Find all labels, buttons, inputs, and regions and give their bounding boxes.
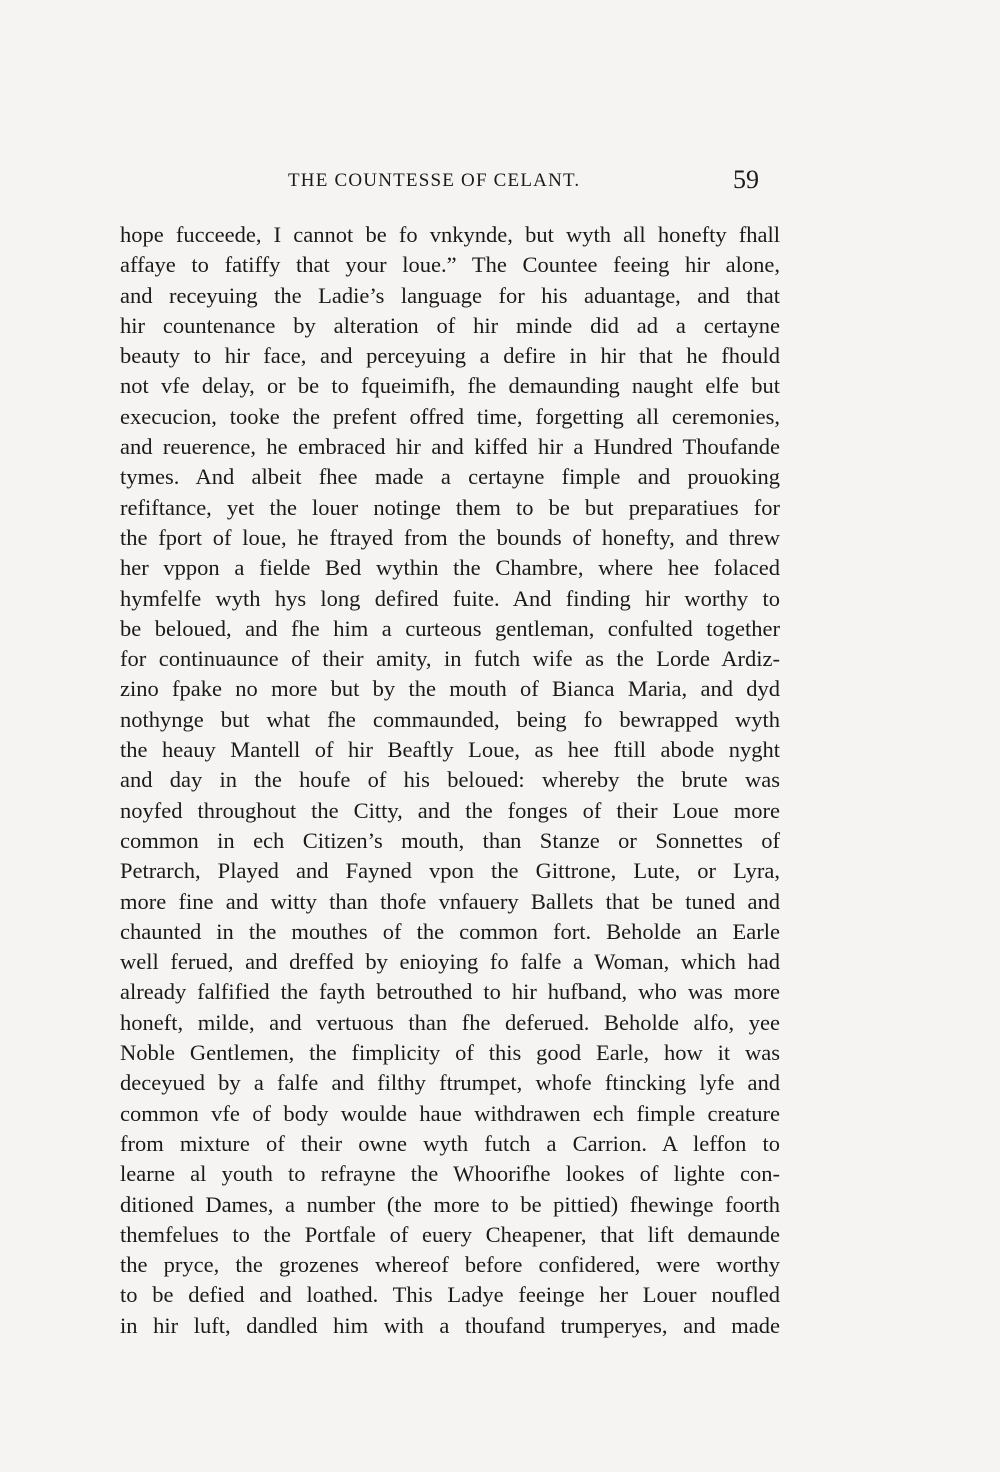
text-line: affaye to fatiffy that your loue.” The Countee feeing hir alone, [120, 252, 780, 278]
text-line: be beloued, and fhe him a curteous gentleman, confulted together [120, 615, 780, 641]
running-head: THE COUNTESSE OF CELANT. [288, 170, 581, 191]
text-line: her vppon a fielde Bed wythin the Chambre, where hee folaced [120, 555, 780, 581]
text-line: from mixture of their owne wyth futch a Carrion. A leffon to [120, 1130, 780, 1156]
text-line: execucion, tooke the prefent offred time, forgetting all ceremonies, [120, 403, 780, 429]
text-line: refiftance, yet the louer notinge them to be but preparatiues for [120, 494, 780, 520]
text-line: honeft, milde, and vertuous than fhe deferued. Beholde alfo, yee [120, 1009, 780, 1035]
text-line: well ferued, and dreffed by enioying fo falfe a Woman, which had [120, 949, 780, 975]
text-line: for continuaunce of their amity, in futch wife as the Lorde Ardiz- [120, 646, 780, 672]
text-line: common in ech Citizen’s mouth, than Stanze or Sonnettes of [120, 827, 780, 853]
text-line: tymes. And albeit fhee made a certayne fimple and prouoking [120, 464, 780, 490]
text-line: and day in the houfe of his beloued: whereby the brute was [120, 767, 780, 793]
text-line: noyfed throughout the Citty, and the fonges of their Loue more [120, 797, 780, 823]
text-line: the fport of loue, he ftrayed from the bounds of honefty, and threw [120, 524, 780, 550]
text-line: common vfe of body woulde haue withdrawen ech fimple creature [120, 1100, 780, 1126]
text-line: Noble Gentlemen, the fimplicity of this good Earle, how it was [120, 1040, 780, 1066]
text-line: hir countenance by alteration of hir minde did ad a certayne [120, 312, 780, 338]
text-line: the pryce, the grozenes whereof before confidered, were worthy [120, 1252, 780, 1278]
text-line: to be defied and loathed. This Ladye feeinge her Louer noufled [120, 1282, 780, 1308]
text-line: nothynge but what fhe commaunded, being fo bewrapped wyth [120, 706, 780, 732]
text-line: themfelues to the Portfale of euery Cheapener, that lift demaunde [120, 1221, 780, 1247]
text-line: and receyuing the Ladie’s language for his aduantage, and that [120, 282, 780, 308]
text-line: chaunted in the mouthes of the common fort. Beholde an Earle [120, 918, 780, 944]
text-line: zino fpake no more but by the mouth of Bianca Maria, and dyd [120, 676, 780, 702]
text-line: deceyued by a falfe and filthy ftrumpet, whofe ftincking lyfe and [120, 1070, 780, 1096]
text-line: learne al youth to refrayne the Whoorifhe lookes of lighte con- [120, 1161, 780, 1187]
text-line: and reuerence, he embraced hir and kiffed hir a Hundred Thoufande [120, 434, 780, 460]
text-line: not vfe delay, or be to fqueimifh, fhe demaunding naught elfe but [120, 373, 780, 399]
page-number: 59 [733, 165, 759, 194]
text-line: Petrarch, Played and Fayned vpon the Gittrone, Lute, or Lyra, [120, 858, 780, 884]
text-line: hope fucceede, I cannot be fo vnkynde, but wyth all honefty fhall [120, 222, 780, 247]
text-line: more fine and witty than thofe vnfauery Ballets that be tuned and [120, 888, 780, 914]
text-line: the heauy Mantell of hir Beaftly Loue, as hee ftill abode nyght [120, 737, 780, 763]
text-line: already falfified the fayth betrouthed to hir hufband, who was more [120, 979, 780, 1005]
text-line: ditioned Dames, a number (the more to be pittied) fhewinge foorth [120, 1191, 780, 1217]
body-text [120, 220, 780, 1341]
text-line: hymfelfe wyth hys long defired fuite. And finding hir worthy to [120, 585, 780, 611]
text-line: beauty to hir face, and perceyuing a defire in hir that he fhould [120, 343, 780, 369]
text-line: in hir luft, dandled him with a thoufand trumperyes, and made [120, 1312, 780, 1338]
